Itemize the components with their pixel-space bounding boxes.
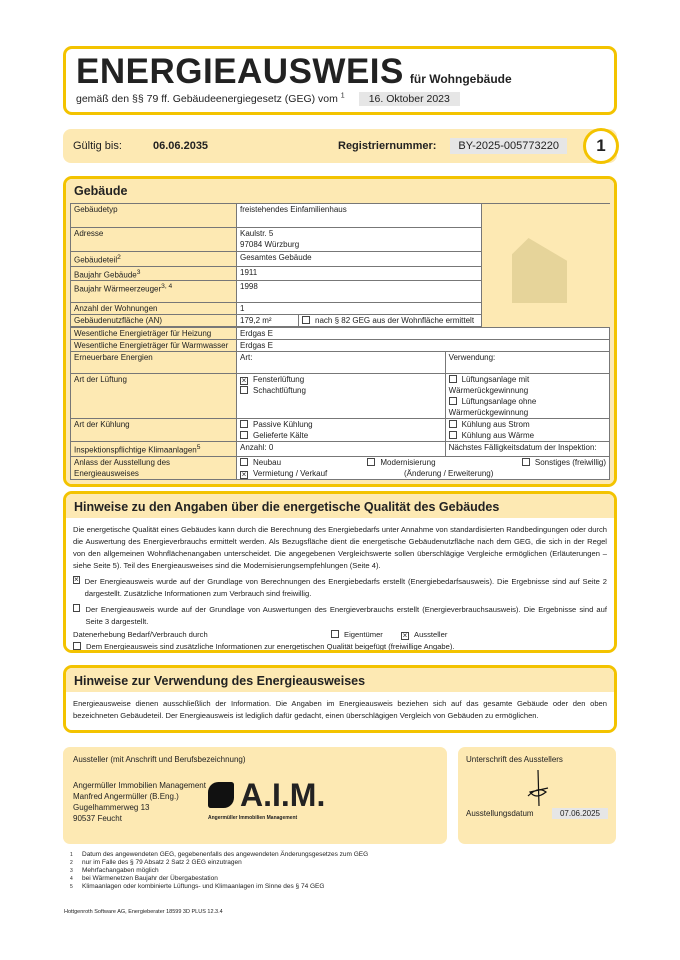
label: Anlass der Ausstellung des Energieausweises — [71, 456, 237, 479]
issue-date: 07.06.2025 — [552, 808, 608, 819]
issuer-label: Aussteller (mit Anschrift und Berufsbezeichnung) — [73, 755, 246, 764]
option-additional: Dem Energieausweis sind zusätzliche Informationen zur energetischen Qualität beigefügt (freiwillige Angabe). — [73, 641, 607, 653]
signature — [466, 764, 608, 808]
reg-label: Registriernummer: — [338, 140, 437, 152]
footnote-ref: 1 — [340, 92, 345, 100]
section-title: Gebäude — [74, 184, 128, 198]
label: Anzahl der Wohnungen — [71, 303, 237, 315]
header — [63, 46, 617, 115]
building-photo — [482, 204, 610, 328]
ac-count: Anzahl: 0 — [237, 442, 446, 457]
heating-carrier: Erdgas E — [237, 328, 610, 340]
notes-section — [63, 491, 617, 653]
building-section — [63, 176, 617, 487]
renewable-type: Art: — [237, 352, 446, 374]
construction-year: 1911 — [237, 266, 482, 281]
valid-date: 06.06.2035 — [153, 140, 209, 152]
reg-number: BY-2025-005773220 — [450, 138, 567, 154]
area-option: nach § 82 GEG aus der Wohnfläche ermittelt — [299, 315, 482, 327]
address: Kaulstr. 5 97084 Würzburg — [237, 228, 482, 252]
label: Gebäudenutzfläche (AN) — [71, 315, 237, 327]
label: Art der Lüftung — [71, 374, 237, 419]
issue-date-label: Ausstellungsdatum — [466, 809, 534, 818]
software-credit: Hottgenroth Software AG, Energieberater 18599 3D PLUS 12.3.4 — [64, 909, 223, 915]
valid-label: Gültig bis: — [73, 140, 122, 152]
issuer-details: Angermüller Immobilien Management Manfred Angermüller (B.Eng.) Gugelhammerweg 13 90537 Feucht A.I.M. Angermüller Immobilien Management — [73, 777, 326, 823]
validity-bar — [63, 129, 617, 163]
legal-basis — [76, 92, 604, 106]
label: Wesentliche Energieträger für Warmwasser — [71, 340, 237, 352]
label: Erneuerbare Energien — [71, 352, 237, 374]
label: Baujahr Gebäude$^3$ — [71, 266, 237, 281]
inspection-date: Nächstes Fälligkeitsdatum der Inspektion: — [445, 442, 609, 457]
label: Gebäudetyp — [71, 204, 237, 228]
footnotes: 1 Datum des angewendeten GEG, gegebenenfalls des angewendeten Änderungsgesetzes zum GEG 2 nur im Falle des § 79 Absatz 2 Satz 2 GEG einzutragen 3 Mehrfachangaben möglich 4 bei Wärmenetzen Baujahr der Übergabestation 5 Klimaanlagen oder kombinierte Lüftungs- und Klimaanlagen im Sinne des § 74 GEG — [70, 851, 369, 890]
intro-text: Die energetische Qualität eines Gebäudes kann durch die Berechnung des Energiebedarfs unter Annahme von standardisierten Randbedingungen oder durch die Auswertung des Energieverbrauchs ermittelt werden. Als Bezugsfläche dient die energetische Gebäudenutzfläche nach dem GEG, die sich in der Regel von den allgemeinen Wohnflächenangaben unterscheidet. Die angegebenen Vergleichswerte sollen überschlägige Vergleiche ermöglichen (Erläuterungen – siehe Seite 5). Teil des Energieausweises sind die Modernisierungsempfehlungen (Seite 4). — [73, 525, 607, 570]
label: Gebäudeteil$^2$ — [71, 252, 237, 267]
geg-date: 16. Oktober 2023 — [359, 92, 460, 106]
usage-section — [63, 665, 617, 733]
building-table — [70, 203, 610, 480]
apartments: 1 — [237, 303, 482, 315]
heater-year: 1998 — [237, 281, 482, 303]
building-type: freistehendes Einfamilienhaus — [237, 204, 482, 228]
option-consumption: Der Energieausweis wurde auf der Grundlage von Auswertungen des Energieverbrauchs erstellt (Energieverbrauchsausweis). Die Ergebnisse sind auf Seite 3 dargestellt. — [73, 604, 607, 628]
inspection-label: Inspektionspflichtige Klimaanlagen — [74, 445, 197, 455]
renewable-use: Verwendung: — [445, 352, 609, 374]
checkbox — [302, 316, 310, 324]
label: Wesentliche Energieträger für Heizung — [71, 328, 237, 340]
usage-text: Energieausweise dienen ausschließlich der Information. Die Angaben im Energieausweis beziehen sich auf das gesamte Gebäude oder den oben bezeichneten Gebäudeteil. Der Energieausweis ist lediglich dafür gedacht, einen überschlägigen Vergleich von Gebäuden zu ermöglichen. — [65, 692, 615, 732]
signature-label: Unterschrift des Ausstellers — [466, 755, 563, 764]
data-collection: Datenerhebung Bedarf/Verbrauch durch Eigentümer × Aussteller — [73, 630, 448, 640]
section-title: Hinweise zu den Angaben über die energetische Qualität des Gebäudes — [74, 500, 500, 514]
issue-reason: Neubau Modernisierung Sonstiges (freiwillig) × Vermietung / Verkauf (Änderung / Erweiterung) — [237, 456, 610, 479]
cooling-options-2: Kühlung aus Strom Kühlung aus Wärme — [445, 419, 609, 442]
cooling-options: Passive Kühlung Gelieferte Kälte — [237, 419, 446, 442]
label: Art der Kühlung — [71, 419, 237, 442]
ventilation-options: × Fensterlüftung Schachtlüftung — [237, 374, 446, 419]
page-number: 1 — [583, 128, 619, 164]
doc-title: ENERGIEAUSWEIS — [76, 52, 404, 91]
doc-subtitle-type: für Wohngebäude — [409, 72, 512, 86]
label: Baujahr Wärmeerzeuger$^{3, 4}$ — [71, 281, 237, 303]
water-carrier: Erdgas E — [237, 340, 610, 352]
label: Inspektionspflichtige Klimaanlagen$^5$ — [71, 442, 237, 457]
building-part: Gesamtes Gebäude — [237, 252, 482, 267]
ventilation-options-2: Lüftungsanlage mit Wärmerückgewinnung Lüftungsanlage ohne Wärmerückgewinnung — [445, 374, 609, 419]
option-demand: × Der Energieausweis wurde auf der Grundlage von Berechnungen des Energiebedarfs erstellt (Energiebedarfsausweis). Die Ergebnisse sind auf Seite 2 dargestellt. Zusätzliche Informationen zum Verbrauch sind freiwillig. — [74, 575, 607, 598]
aim-logo: A.I.M. Angermüller Immobilien Management — [208, 777, 326, 821]
usable-area: 179,2 m² — [237, 315, 299, 327]
issuer-box — [63, 747, 447, 844]
section-title: Hinweise zur Verwendung des Energieausweises — [74, 674, 366, 688]
signature-box — [458, 747, 616, 844]
legal-text: gemäß den §§ 79 ff. Gebäudeenergiegesetz (GEG) vom — [76, 93, 338, 105]
label: Adresse — [71, 228, 237, 252]
